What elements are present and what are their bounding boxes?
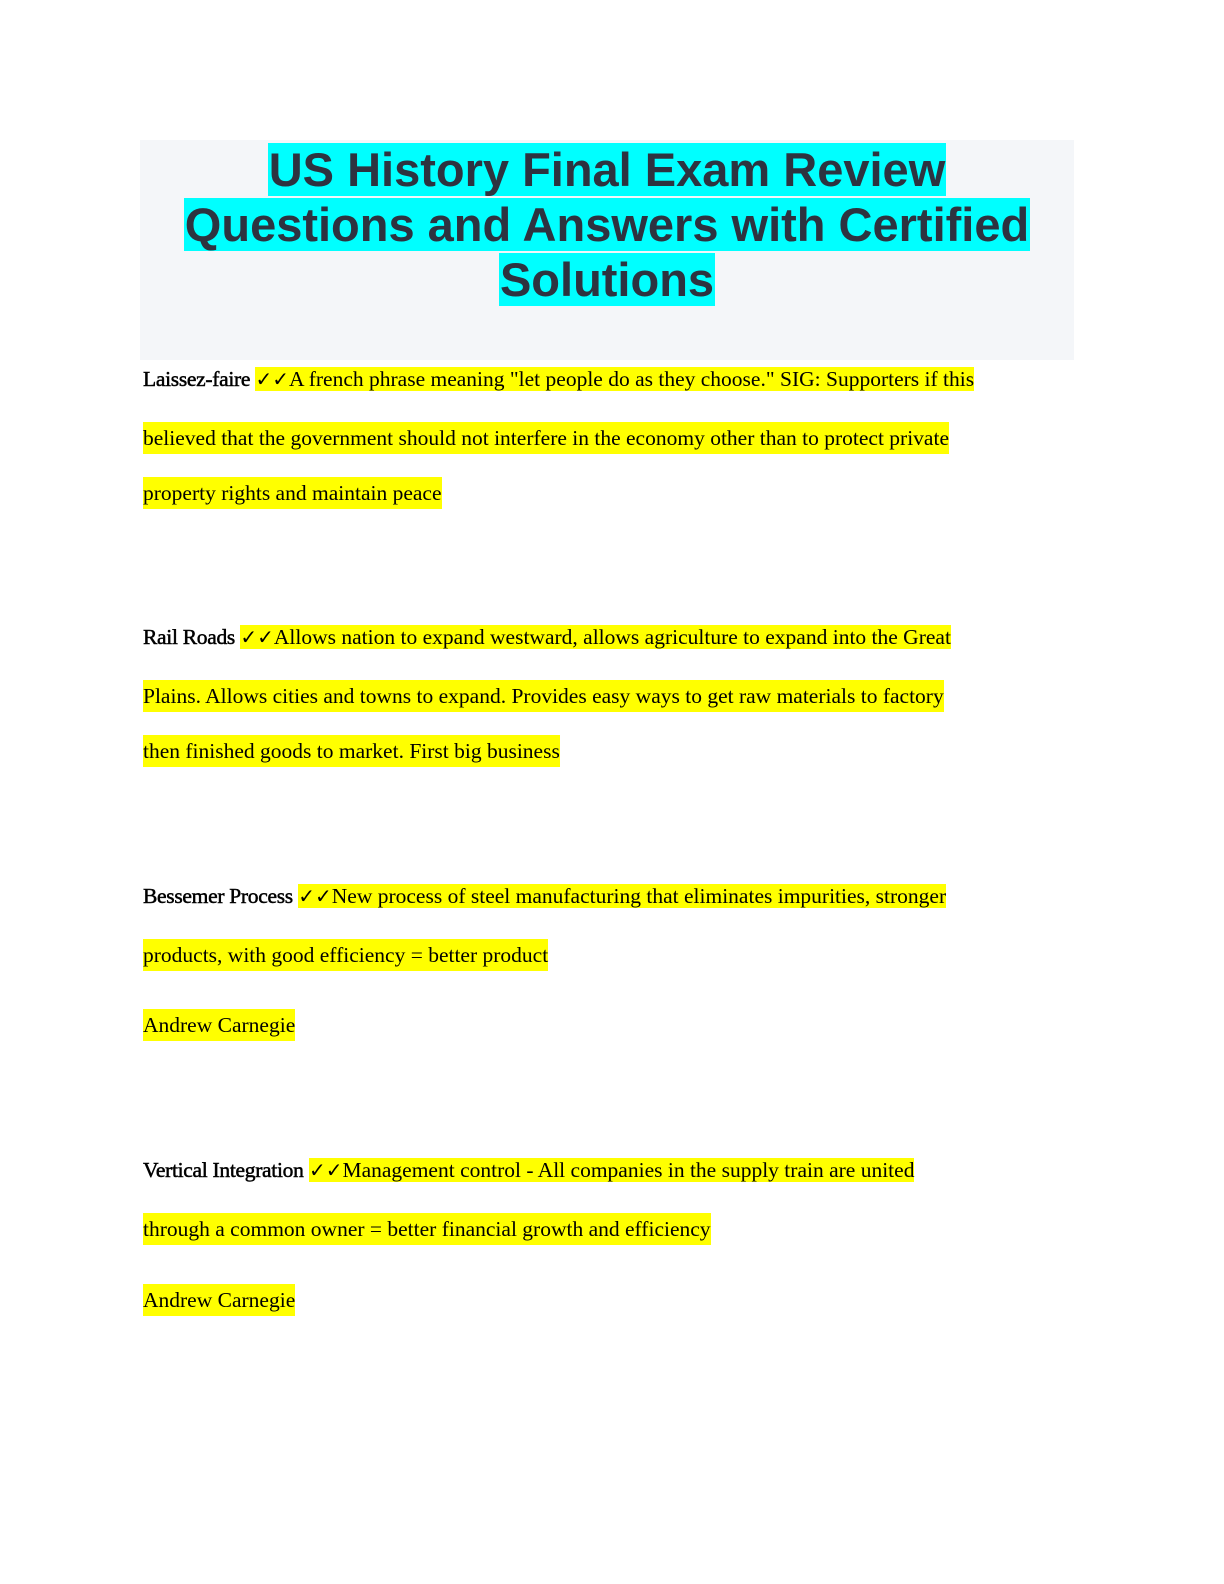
title-banner: [140, 140, 1074, 360]
title-line-1: US History Final Exam Review: [268, 143, 946, 196]
answer-line: Management control - All companies in the supply train are united: [342, 1158, 915, 1182]
answer-extra: Andrew Carnegie: [143, 1284, 295, 1316]
answer-line: believed that the government should not interfere in the economy other than to protect private: [143, 422, 949, 454]
document-title: [140, 142, 1074, 307]
double-check-icon: ✓✓: [240, 625, 274, 649]
term: Laissez-faire: [143, 367, 251, 391]
term: Vertical Integration: [143, 1158, 304, 1182]
answer-line: property rights and maintain peace: [143, 477, 442, 509]
term: Rail Roads: [143, 625, 235, 649]
double-check-icon: ✓✓: [255, 367, 289, 391]
answer-line: through a common owner = better financial growth and efficiency: [143, 1213, 711, 1245]
title-line-3: Solutions: [499, 253, 715, 306]
answer-line: then finished goods to market. First big business: [143, 735, 560, 767]
answer-line: A french phrase meaning "let people do as they choose." SIG: Supporters if this: [289, 367, 975, 391]
double-check-icon: ✓✓: [308, 1158, 343, 1182]
answer-extra: Andrew Carnegie: [143, 1009, 295, 1041]
term: Bessemer Process: [143, 884, 293, 908]
answer-line: Allows nation to expand westward, allows agriculture to expand into the Great: [273, 625, 951, 649]
double-check-icon: ✓✓: [298, 884, 332, 908]
answer-line: Plains. Allows cities and towns to expand. Provides easy ways to get raw materials to factory: [143, 680, 944, 712]
title-line-2: Questions and Answers with Certified: [184, 198, 1030, 251]
answer-line: New process of steel manufacturing that eliminates impurities, stronger: [331, 884, 947, 908]
answer-line: products, with good efficiency = better product: [143, 939, 548, 971]
